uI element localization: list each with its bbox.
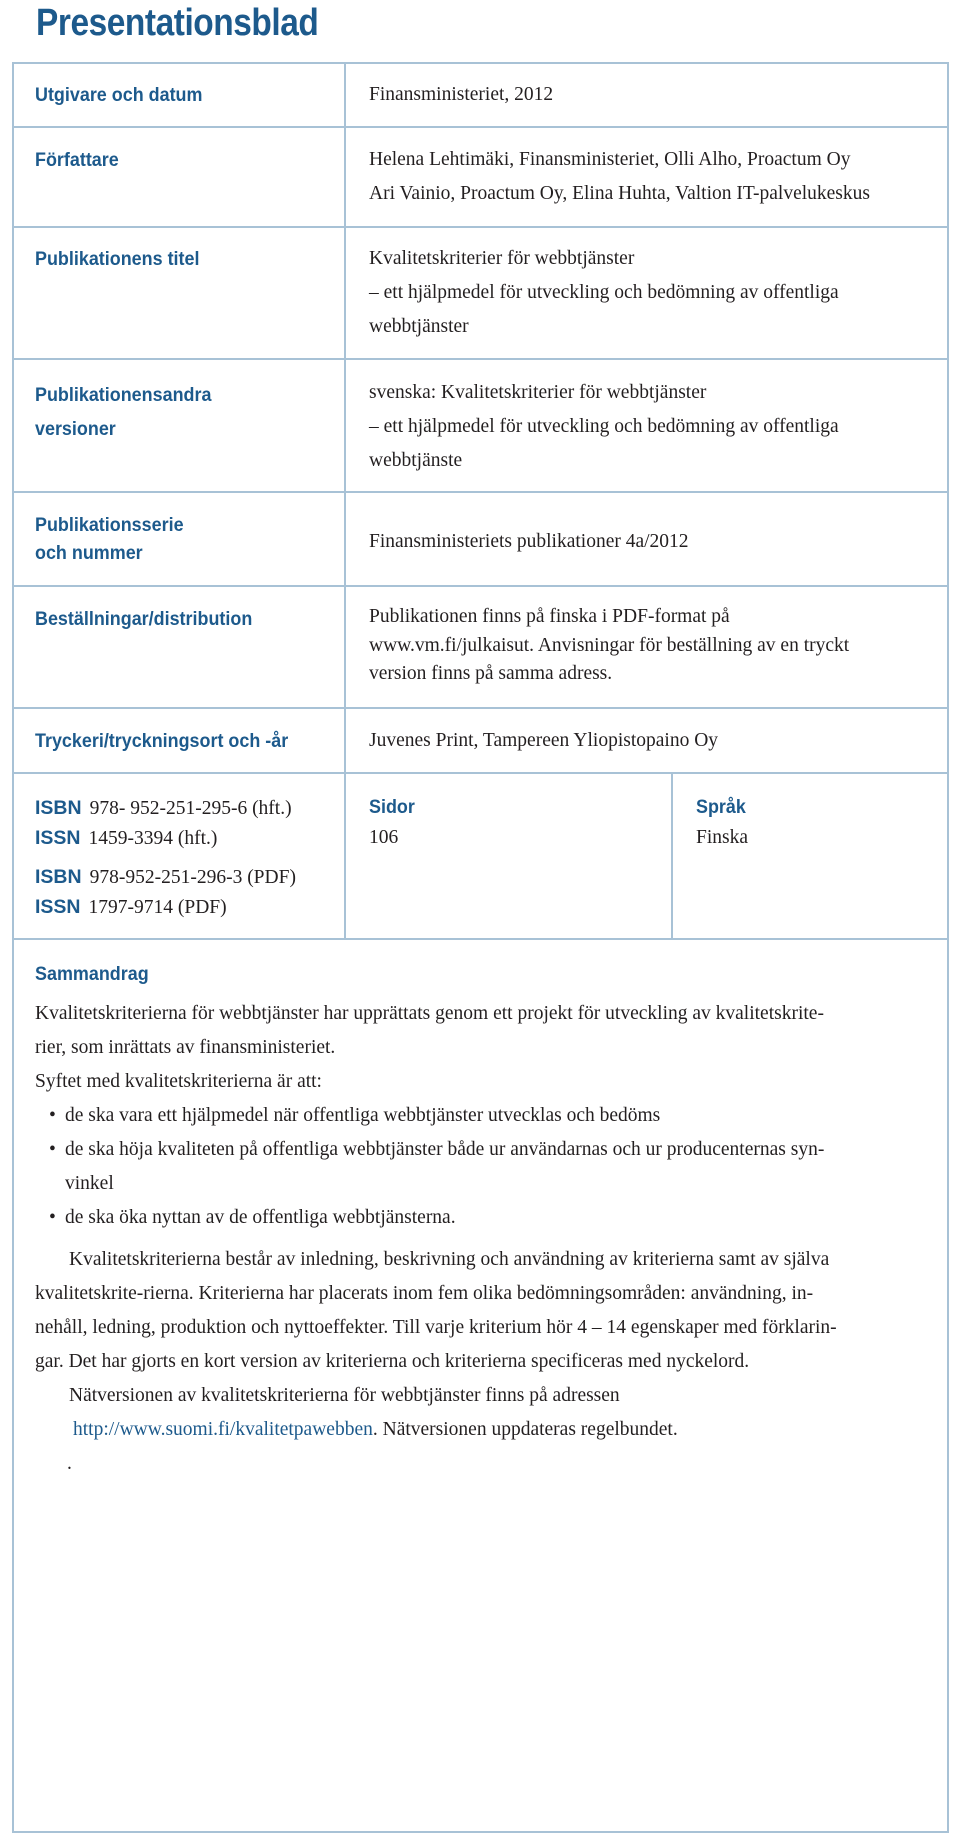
summary-line: Syftet med kvalitetskriterierna är att:	[35, 1071, 322, 1092]
identifier-key: ISBN	[35, 797, 82, 819]
value-sidor: 106	[369, 827, 399, 848]
summary-body	[35, 997, 930, 1481]
summary-line: Kvalitetskriterierna för webbtjänster har upprättats genom ett projekt för utveckling av kvalitetskrite-	[35, 1003, 824, 1024]
distribution-line: version finns på samma adress.	[369, 663, 613, 684]
title-line: webbtjänster	[369, 316, 469, 337]
label-andra-versioner	[35, 378, 211, 446]
identifier-value: 978- 952-251-295-6 (hft.)	[89, 798, 292, 819]
summary-bullet: • de ska vara ett hjälpmedel när offentliga webbtjänster utvecklas och bedöms	[35, 1099, 930, 1133]
identifier-row	[35, 892, 227, 923]
summary-line: Kvalitetskriterierna består av inledning, beskrivning och användning av kriterierna samt av själva	[69, 1249, 830, 1270]
row-divider	[12, 126, 949, 128]
row-divider	[12, 772, 949, 774]
label-tryckeri: Tryckeri/tryckningsort och -år	[35, 730, 289, 752]
summary-line: Nätversionen av kvalitetskriterierna för webbtjänster finns på adressen	[69, 1385, 620, 1406]
summary-bullet: • de ska öka nyttan av de offentliga webbtjänsterna.	[35, 1201, 930, 1235]
row-divider	[12, 226, 949, 228]
identifier-value: 1797-9714 (PDF)	[88, 897, 227, 918]
label-forfattare: Författare	[35, 149, 119, 171]
column-divider	[344, 62, 346, 938]
identifier-row	[35, 793, 292, 824]
distribution-line: www.vm.fi/julkaisut. Anvisningar för beställning av en tryckt	[369, 634, 850, 656]
version-line: – ett hjälpmedel för utveckling och bedömning av offentliga	[369, 416, 839, 437]
summary-line: kvalitetskrite-rierna. Kriterierna har placerats inom fem olika bedömningsområden: användning, in-	[35, 1283, 814, 1304]
page-title: Presentationsblad	[36, 2, 319, 44]
column-divider	[671, 772, 673, 938]
row-divider	[12, 491, 949, 493]
summary-dot: .	[67, 1453, 72, 1474]
identifier-value: 978-952-251-296-3 (PDF)	[89, 867, 296, 888]
label-titel: Publikationens titel	[35, 248, 200, 270]
label-line: Publikationensandra	[35, 384, 212, 406]
value-serie: Finansministeriets publikationer 4a/2012	[369, 531, 689, 552]
label-sammandrag: Sammandrag	[35, 963, 149, 985]
value-sprak: Finska	[696, 827, 749, 848]
title-line: Kvalitetskriterier för webbtjänster	[369, 248, 635, 269]
label-sidor: Sidor	[369, 796, 415, 818]
row-divider	[12, 707, 949, 709]
label-line: Publikationsserie	[35, 514, 184, 536]
value-bestallning	[369, 603, 939, 689]
summary-line: nehåll, ledning, produktion och nyttoeffekter. Till varje kriterium hör 4 – 14 egenskaper med förklarin-	[35, 1317, 837, 1338]
label-sprak: Språk	[696, 796, 746, 818]
label-serie	[35, 511, 184, 567]
value-titel	[369, 242, 939, 344]
summary-bullet-continuation: vinkel	[65, 1173, 114, 1194]
title-line: – ett hjälpmedel för utveckling och bedömning av offentliga	[369, 282, 839, 303]
spacer	[35, 1235, 930, 1243]
value-andra-versioner	[369, 376, 939, 478]
identifier-key: ISBN	[35, 866, 82, 888]
summary-bullet: • de ska höja kvaliteten på offentliga webbtjänster både ur användarnas och ur producenternas syn-	[35, 1133, 930, 1167]
summary-line: rier, som inrättats av finansministeriet.	[35, 1037, 336, 1058]
label-utgivare: Utgivare och datum	[35, 84, 203, 106]
identifier-key: ISSN	[35, 896, 81, 918]
identifier-row	[35, 862, 296, 893]
label-line: versioner	[35, 418, 116, 440]
version-line: svenska: Kvalitetskriterier för webbtjänster	[369, 382, 707, 403]
label-bestallning: Beställningar/distribution	[35, 608, 253, 630]
web-link[interactable]: http://www.suomi.fi/kvalitetpawebben	[73, 1419, 373, 1440]
author-line: Ari Vainio, Proactum Oy, Elina Huhta, Valtion IT-palvelukeskus	[369, 183, 870, 204]
identifier-value: 1459-3394 (hft.)	[88, 828, 218, 849]
author-line: Helena Lehtimäki, Finansministeriet, Olli Alho, Proactum Oy	[369, 149, 851, 170]
value-tryckeri: Juvenes Print, Tampereen Yliopistopaino Oy	[369, 730, 719, 751]
row-divider	[12, 938, 949, 940]
value-forfattare	[369, 143, 939, 211]
label-line: och nummer	[35, 542, 143, 564]
row-divider	[12, 358, 949, 360]
version-line: webbtjänste	[369, 450, 463, 471]
identifier-row	[35, 823, 217, 854]
identifier-key: ISSN	[35, 827, 81, 849]
summary-text: . Nätversionen uppdateras regelbundet.	[372, 1419, 678, 1440]
row-divider	[12, 585, 949, 587]
summary-line: gar. Det har gjorts en kort version av kriterierna och kriterierna specificeras med nyckelord.	[35, 1351, 750, 1372]
distribution-line: Publikationen finns på finska i PDF-format på	[369, 606, 730, 627]
value-utgivare: Finansministeriet, 2012	[369, 84, 554, 105]
summary-link-line	[35, 1413, 930, 1447]
